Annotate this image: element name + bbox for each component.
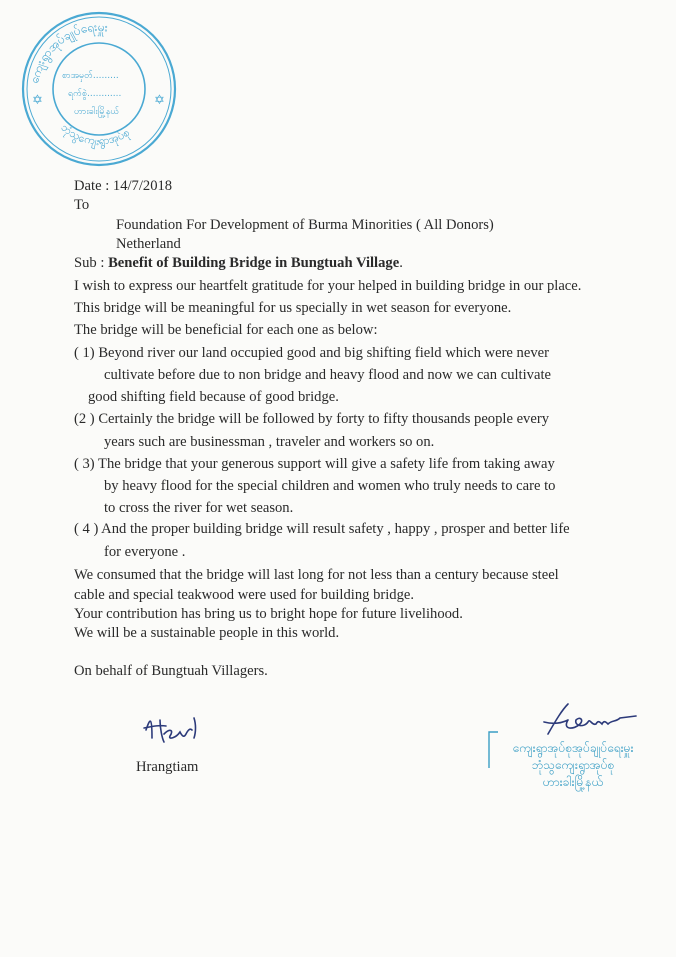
point-4-line-2: for everyone . [104,544,186,560]
point-3-line-1: ( 3) The bridge that your generous support will give a safety life from taking away [74,456,555,472]
subject-prefix: Sub : [74,255,109,271]
point-4-line-1: ( 4 ) And the proper building bridge will result safety , happy , prosper and better life [74,521,570,537]
point-1-line-1: ( 1) Beyond river our land occupied good and big shifting field which were never [74,345,549,361]
signature-village-head [540,700,640,740]
signature-hrangtiam [140,708,208,750]
point-1-line-2: cultivate before due to non bridge and heavy flood and now we can cultivate [104,367,551,383]
on-behalf-line: On behalf of Bungtuah Villagers. [74,663,268,679]
stamp-bottom-text: ဘုံသွကျေးရွာအုပ်စု [58,120,132,149]
subject-title: Benefit of Building Bridge in Bungtuah Village [108,255,400,271]
signer-name: Hrangtiam [136,759,199,775]
point-2-line-2: years such are businessman , traveler and workers so on. [104,434,435,450]
stamp-field-township: ဟားခါးမြို့နယ် [74,107,120,117]
stamp-field-number: စာအမှတ်......... [62,71,119,81]
point-2-line-1: (2 ) Certainly the bridge will be followed by forty to fifty thousands people every [74,411,549,427]
seal-bracket-mark [486,730,500,770]
intro-line-1: I wish to express our heartfelt gratitude for your helped in building bridge in our place. [74,278,582,294]
stamp-seal-icon [18,8,180,170]
closing-line-2: cable and special teakwood were used for building bridge. [74,587,414,603]
point-1-line-3: good shifting field because of good bridge. [88,389,339,405]
seal-line-3: ဟားခါးမြို့နယ် [542,775,604,789]
letter-date: Date : 14/7/2018 [74,178,173,194]
village-seal-text [500,740,646,791]
closing-line-1: We consumed that the bridge will last long for not less than a century because steel [74,567,559,583]
subject-suffix: . [399,255,403,271]
closing-line-3: Your contribution has bring us to bright hope for future livelihood. [74,606,463,622]
point-3-line-3: to cross the river for wet season. [104,500,294,516]
letter-to: To [74,197,90,213]
star-right-icon: ✡ [154,93,165,108]
stamp-field-date: ရက်စွဲ............ [68,89,122,99]
stamp-outer-text: ကျေးရွာအုပ်ချုပ်ရေးမှူး [26,19,109,86]
recipient-country: Netherland [116,236,181,252]
intro-line-3: The bridge will be beneficial for each one as below: [74,322,378,338]
intro-line-2: This bridge will be meaningful for us specially in wet season for everyone. [74,300,512,316]
star-left-icon: ✡ [32,93,43,108]
seal-line-1: ကျေးရွာအုပ်စုအုပ်ချုပ်ရေးမှူး [512,741,634,755]
subject-line [74,254,403,272]
point-3-line-2: by heavy flood for the special children and women who truly needs to care to [104,478,556,494]
recipient-org: Foundation For Development of Burma Minorities ( All Donors) [116,217,494,233]
seal-line-2: ဘုံသွကျေးရွာအုပ်စု [531,758,615,772]
village-stamp [18,8,180,170]
closing-line-4: We will be a sustainable people in this world. [74,625,340,641]
